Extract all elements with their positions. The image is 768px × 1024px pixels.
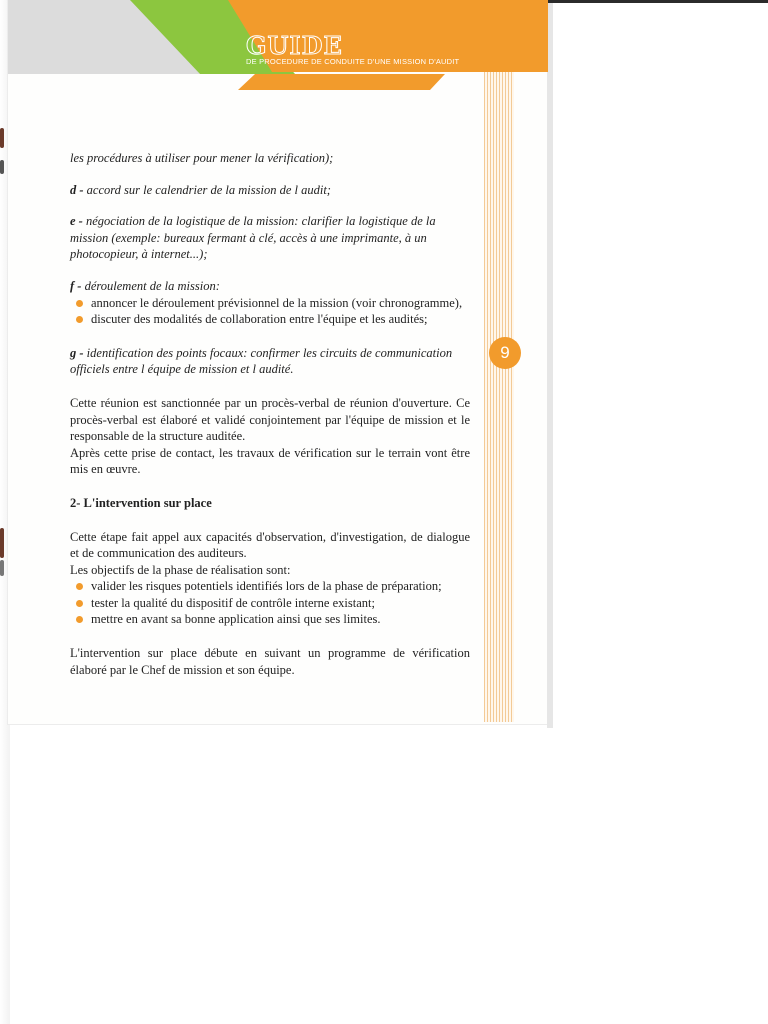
paragraph-intervention: L'intervention sur place débute en suivant un programme de vérification élaboré par le Chef de mission et son équipe.: [70, 646, 470, 677]
guide-title: GUIDE: [246, 31, 343, 60]
binding-mark: [0, 528, 4, 558]
scan-edge-line: [548, 0, 768, 3]
objectives-intro: Les objectifs de la phase de réalisation sont:: [70, 562, 291, 577]
guide-subtitle: DE PROCEDURE DE CONDUITE D'UNE MISSION D'AUDIT: [246, 57, 460, 66]
page-edge: [547, 0, 553, 728]
page-content: [70, 150, 470, 678]
item-g-text: identification des points focaux: confirmer les circuits de communication officiels entre l équipe de mission et l audité.: [70, 345, 453, 377]
paragraph-field-work: Après cette prise de contact, les travaux de vérification sur le terrain vont être mis en œuvre.: [70, 445, 470, 477]
list-item: annoncer le déroulement prévisionnel de la mission (voir chronogramme),: [76, 295, 470, 312]
item-f: [70, 278, 470, 295]
list-item: discuter des modalités de collaboration entre l'équipe et les audités;: [76, 311, 470, 328]
item-g-label: g -: [70, 345, 84, 360]
item-d: [70, 182, 470, 199]
list-item: valider les risques potentiels identifiés lors de la phase de préparation;: [76, 578, 470, 595]
item-e: [70, 213, 470, 263]
item-d-label: d -: [70, 182, 84, 197]
binding-mark: [0, 128, 4, 148]
item-d-text: accord sur le calendrier de la mission de l audit;: [86, 182, 331, 197]
item-f-text: déroulement de la mission:: [84, 278, 220, 293]
binding-mark: [0, 160, 4, 174]
section-heading: 2- L'intervention sur place: [70, 495, 212, 510]
paragraph-stage: Cette étape fait appel aux capacités d'observation, d'investigation, de dialogue et de communication des auditeurs.: [70, 529, 470, 561]
orange-tab: [238, 74, 445, 90]
decorative-stripes: [484, 72, 514, 722]
item-e-text: négociation de la logistique de la mission: clarifier la logistique de la mission (exemple: bureaux fermant à clé, accès à une imprimante, à un photocopieur, à internet...);: [70, 214, 436, 262]
paragraph-opening-meeting: Cette réunion est sanctionnée par un procès-verbal de réunion d'ouverture. Ce procès-verbal est élaboré et validé conjointement par l'équipe de mission et le responsable de la structure auditée.: [70, 395, 470, 444]
page-number-badge: 9: [489, 337, 521, 369]
item-e-label: e -: [70, 214, 83, 229]
item-f-label: f -: [70, 278, 82, 293]
line-continuation: les procédures à utiliser pour mener la vérification);: [70, 151, 334, 165]
list-item: tester la qualité du dispositif de contrôle interne existant;: [76, 595, 470, 612]
objectives-list: [70, 578, 470, 628]
list-item: mettre en avant sa bonne application ainsi que ses limites.: [76, 611, 470, 628]
binding-mark: [0, 560, 4, 576]
item-g: [70, 345, 470, 378]
item-f-bullets: [70, 295, 470, 328]
